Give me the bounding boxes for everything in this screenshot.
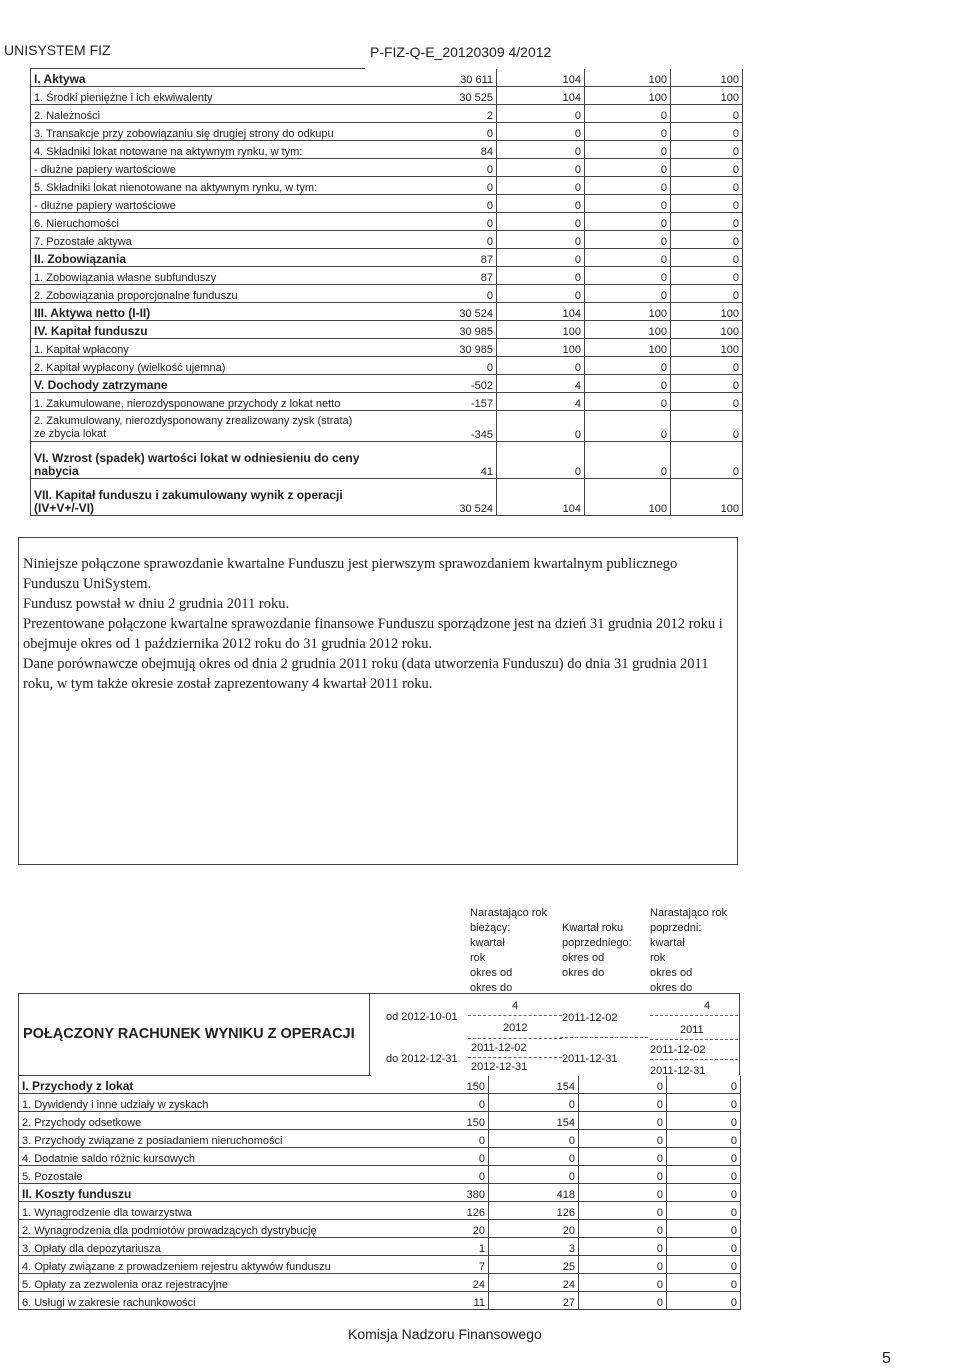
row-value: 100 [585,321,671,339]
column-header-current-cumulative [470,906,547,996]
table-row [31,159,743,177]
row-value: 0 [579,1274,667,1292]
row-value: 0 [365,231,497,249]
table-row [31,479,743,516]
row-label: 6. Usługi w zakresie rachunkowości [19,1292,371,1310]
column-header-line: Kwartał roku [562,922,624,934]
row-value: 0 [671,177,743,195]
row-value: -157 [365,393,497,411]
row-value: 0 [579,1220,667,1238]
row-value: 0 [585,159,671,177]
row-value: 0 [579,1238,667,1256]
row-value: 0 [579,1166,667,1184]
row-value: 0 [489,1148,579,1166]
row-value: 0 [579,1292,667,1310]
column-header-line: kwartał [470,937,505,949]
row-label: 7. Pozostałe aktywa [31,231,365,249]
row-value: 150 [371,1076,489,1094]
row-value: 0 [671,267,743,285]
row-value: 0 [497,357,585,375]
c3-year: 2011 [680,1024,704,1036]
c1-year: 2012 [503,1022,528,1034]
row-value: 0 [585,442,671,479]
table-row [31,195,743,213]
row-value: 0 [671,249,743,267]
row-label: 3. Przychody związane z posiadaniem nieruchomości [19,1130,371,1148]
row-value: 104 [497,69,585,87]
row-label: 2. Wynagrodzenia dla podmiotów prowadzących dystrybucję [19,1220,371,1238]
row-value: 87 [365,267,497,285]
column-header-line: okres od [470,967,513,979]
column-header-line: okres do [470,982,513,994]
row-value: 0 [667,1112,741,1130]
row-value: 0 [497,411,585,442]
row-label: 2. Zakumulowany, nierozdysponowany zrealizowany zysk (strata) ze zbycia lokat [31,411,365,442]
row-value: 150 [371,1112,489,1130]
row-value: 0 [497,213,585,231]
c2-to: 2011-12-31 [562,1053,618,1065]
row-value: 0 [667,1292,741,1310]
row-value: 30 524 [365,303,497,321]
row-value: 0 [671,123,743,141]
column-header-prev-cumulative [650,906,727,996]
row-value: 0 [579,1148,667,1166]
row-label: 2. Zobowiązania proporcjonalne funduszu [31,285,365,303]
row-value: 27 [489,1292,579,1310]
table-row [31,69,743,87]
dash-line [650,1015,738,1016]
c1-from: 2011-12-02 [471,1042,527,1054]
row-value: 100 [585,479,671,516]
row-value: 0 [365,177,497,195]
row-value: 0 [585,285,671,303]
table-row [31,303,743,321]
row-value: 0 [497,123,585,141]
row-value: 30 985 [365,339,497,357]
row-value: 0 [671,195,743,213]
row-value: 0 [585,231,671,249]
row-value: 0 [365,123,497,141]
row-value: 104 [497,303,585,321]
table-row [31,357,743,375]
row-value: 104 [497,87,585,105]
period-from-label: od 2012-10-01 [386,1011,458,1023]
row-value: 0 [585,213,671,231]
row-label: 4. Składniki lokat notowane na aktywnym rynku, w tym: [31,141,365,159]
table-row [19,1148,741,1166]
row-value: 30 525 [365,87,497,105]
row-value: 100 [497,339,585,357]
table-row [31,123,743,141]
row-value: 30 524 [365,479,497,516]
c1-quarter: 4 [512,1000,519,1012]
note-box [18,537,738,865]
page-number: 5 [882,1350,891,1367]
row-value: 41 [365,442,497,479]
column-header-line: poprzedniego: [562,937,632,949]
row-value: 100 [671,321,743,339]
row-value: -502 [365,375,497,393]
table-row [31,442,743,479]
row-value: 0 [579,1130,667,1148]
row-label: 3. Transakcje przy zobowiązaniu się drugiej strony do odkupu [31,123,365,141]
row-value: 0 [667,1238,741,1256]
row-value: 0 [579,1112,667,1130]
row-label: 2. Kapitał wypłacony (wielkość ujemna) [31,357,365,375]
row-label: 1. Kapitał wpłacony [31,339,365,357]
row-value: 104 [497,479,585,516]
column-header-line: okres od [650,967,693,979]
c2-from: 2011-12-02 [562,1012,618,1024]
note-paragraph: Prezentowane połączone kwartalne sprawozdanie finansowe Funduszu sporządzone jest na dzień 31 grudnia 2012 roku i obejmuje okres od 1 października 2012 roku do 31 grudnia 2012 roku. [23,616,723,652]
row-label: 1. Dywidendy i inne udziały w zyskach [19,1094,371,1112]
row-label: I. Przychody z lokat [19,1076,371,1094]
row-value: 0 [671,213,743,231]
table-row [31,141,743,159]
column-header-line: okres do [562,967,605,979]
income-statement-table [18,1075,741,1310]
row-value: 4 [497,375,585,393]
row-value: 30 611 [365,69,497,87]
row-value: 100 [585,339,671,357]
note-paragraph: Fundusz powstał w dniu 2 grudnia 2011 roku. [23,596,290,612]
table-row [31,393,743,411]
table-row [31,321,743,339]
column-header-line: kwartał [650,937,685,949]
row-label: 4. Opłaty związane z prowadzeniem rejestru aktywów funduszu [19,1256,371,1274]
row-value: 100 [497,321,585,339]
row-label: 6. Nieruchomości [31,213,365,231]
table-row [31,177,743,195]
column-header-line: okres do [650,982,693,994]
table-row [31,267,743,285]
row-value: 0 [497,285,585,303]
row-label: 3. Opłaty dla depozytariusza [19,1238,371,1256]
table-row [31,87,743,105]
c1-to: 2012-12-31 [471,1061,528,1073]
header-report-id: P-FIZ-Q-E_20120309 4/2012 [370,44,552,60]
dash-line [650,1059,738,1060]
table-row [19,1238,741,1256]
header-fund-name: UNISYSTEM FIZ [4,42,111,58]
table-row [19,1130,741,1148]
row-value: 0 [365,195,497,213]
row-label: 1. Zakumulowane, nierozdysponowane przychody z lokat netto [31,393,365,411]
table-row [31,375,743,393]
row-label: VII. Kapitał funduszu i zakumulowany wynik z operacji (IV+V+/-VI) [31,479,365,516]
table-row [31,339,743,357]
row-value: 0 [671,231,743,249]
row-value: 0 [671,159,743,177]
row-value: 0 [585,375,671,393]
row-value: 20 [371,1220,489,1238]
row-value: 100 [671,87,743,105]
row-value: 0 [585,267,671,285]
row-value: 100 [671,479,743,516]
table-row [19,1202,741,1220]
row-value: 418 [489,1184,579,1202]
row-value: 0 [585,393,671,411]
period-to-label: do 2012-12-31 [386,1053,458,1065]
row-value: 100 [585,69,671,87]
row-label: III. Aktywa netto (I-II) [31,303,365,321]
row-value: 0 [667,1130,741,1148]
column-header-prev-quarter [562,921,632,981]
row-value: 0 [371,1094,489,1112]
row-value: -345 [365,411,497,442]
row-label: 1. Wynagrodzenie dla towarzystwa [19,1202,371,1220]
row-value: 0 [667,1274,741,1292]
column-header-line: okres od [562,952,605,964]
table-row [19,1220,741,1238]
row-value: 0 [579,1184,667,1202]
row-value: 0 [667,1220,741,1238]
row-value: 0 [579,1256,667,1274]
table-row [31,411,743,442]
row-value: 24 [489,1274,579,1292]
row-label: 2. Należności [31,105,365,123]
row-value: 0 [671,375,743,393]
dash-line [560,1037,648,1038]
table-row [19,1112,741,1130]
row-value: 0 [579,1202,667,1220]
row-value: 84 [365,141,497,159]
row-label: V. Dochody zatrzymane [31,375,365,393]
row-value: 100 [585,87,671,105]
row-value: 0 [497,159,585,177]
row-value: 154 [489,1112,579,1130]
row-value: 0 [585,105,671,123]
row-value: 0 [365,159,497,177]
row-value: 24 [371,1274,489,1292]
row-value: 0 [371,1148,489,1166]
row-label: VI. Wzrost (spadek) wartości lokat w odniesieniu do ceny nabycia [31,442,365,479]
c3-from: 2011-12-02 [650,1044,706,1056]
footer-knf: Komisja Nadzoru Finansowego [348,1326,542,1342]
table-row [19,1256,741,1274]
row-value: 0 [365,357,497,375]
row-value: 0 [585,357,671,375]
row-value: 100 [585,303,671,321]
row-value: 0 [489,1166,579,1184]
row-value: 0 [365,213,497,231]
row-label: 5. Składniki lokat nienotowane na aktywnym rynku, w tym: [31,177,365,195]
row-value: 87 [365,249,497,267]
row-value: 0 [579,1094,667,1112]
row-value: 0 [365,285,497,303]
row-label: 1. Środki pieniężne i ich ekwiwalenty [31,87,365,105]
row-value: 0 [585,411,671,442]
row-value: 0 [579,1076,667,1094]
column-header-line: Narastająco rok [650,907,728,919]
row-value: 0 [667,1094,741,1112]
row-label: 4. Dodatnie saldo różnic kursowych [19,1148,371,1166]
table-row [31,285,743,303]
column-header-line: rok [470,952,486,964]
row-value: 7 [371,1256,489,1274]
row-value: 0 [497,177,585,195]
row-value: 126 [489,1202,579,1220]
row-value: 0 [497,231,585,249]
row-value: 154 [489,1076,579,1094]
row-value: 100 [671,303,743,321]
row-value: 0 [585,249,671,267]
row-value: 0 [667,1184,741,1202]
row-value: 0 [497,442,585,479]
row-value: 0 [671,393,743,411]
row-value: 0 [667,1202,741,1220]
row-value: 0 [371,1130,489,1148]
row-value: 0 [497,105,585,123]
row-value: 0 [489,1130,579,1148]
row-label: 5. Opłaty za zezwolenia oraz rejestracyjne [19,1274,371,1292]
dash-line [650,1039,738,1040]
column-header-line: rok [650,952,666,964]
balance-table [30,68,743,516]
row-value: 0 [671,285,743,303]
row-value: 0 [497,141,585,159]
table-row [31,213,743,231]
row-value: 11 [371,1292,489,1310]
income-statement-title: POŁĄCZONY RACHUNEK WYNIKU Z OPERACJI [23,1026,355,1042]
row-value: 0 [667,1166,741,1184]
note-paragraph: Dane porównawcze obejmują okres od dnia 2 grudnia 2011 roku (data utworzenia Funduszu) do dnia 31 grudnia 2011 roku, w tym także okresie został zaprezentowany 4 kwartał 2011 roku. [23,656,709,692]
row-value: 100 [671,69,743,87]
row-label: 2. Przychody odsetkowe [19,1112,371,1130]
row-value: 0 [585,141,671,159]
row-value: 0 [671,105,743,123]
row-label: 5. Pozostałe [19,1166,371,1184]
row-value: 0 [667,1076,741,1094]
table-row [19,1184,741,1202]
row-value: 3 [489,1238,579,1256]
row-value: 2 [365,105,497,123]
row-value: 126 [371,1202,489,1220]
row-value: 0 [497,195,585,213]
row-value: 0 [489,1094,579,1112]
row-value: 0 [667,1148,741,1166]
column-header-line: bieżący: [470,922,511,934]
row-value: 0 [671,357,743,375]
note-paragraph: Niniejsze połączone sprawozdanie kwartalne Funduszu jest pierwszym sprawozdaniem kwartalnym publicznego Funduszu UniSystem. [23,556,678,592]
row-value: 0 [585,177,671,195]
table-row [31,105,743,123]
table-row [19,1094,741,1112]
table-row [19,1166,741,1184]
row-label: I. Aktywa [31,69,365,87]
row-label: - dłużne papiery wartościowe [31,195,365,213]
dash-line [468,1015,562,1016]
dash-line [468,1057,562,1058]
table-row [19,1076,741,1094]
column-header-line: poprzedni: [650,922,702,934]
c3-to: 2011-12-31 [650,1065,706,1077]
column-header-line: Narastająco rok [470,907,548,919]
c3-quarter: 4 [704,1000,711,1012]
row-label: II. Zobowiązania [31,249,365,267]
row-label: II. Koszty funduszu [19,1184,371,1202]
table-row [31,249,743,267]
row-label: 1. Zobowiązania własne subfunduszy [31,267,365,285]
table-row [31,231,743,249]
row-value: 1 [371,1238,489,1256]
row-value: 25 [489,1256,579,1274]
income-statement-title-box [18,993,370,1075]
row-value: 0 [671,411,743,442]
table-row [19,1292,741,1310]
row-value: 0 [497,267,585,285]
row-value: 30 985 [365,321,497,339]
table-row [19,1274,741,1292]
row-value: 0 [671,141,743,159]
row-value: 0 [671,442,743,479]
row-value: 4 [497,393,585,411]
row-value: 0 [497,249,585,267]
row-value: 20 [489,1220,579,1238]
row-value: 380 [371,1184,489,1202]
dash-line [468,1038,562,1039]
row-value: 0 [585,195,671,213]
row-value: 0 [585,123,671,141]
row-value: 100 [671,339,743,357]
row-value: 0 [371,1166,489,1184]
row-label: IV. Kapitał funduszu [31,321,365,339]
row-value: 0 [667,1256,741,1274]
row-label: - dłużne papiery wartościowe [31,159,365,177]
